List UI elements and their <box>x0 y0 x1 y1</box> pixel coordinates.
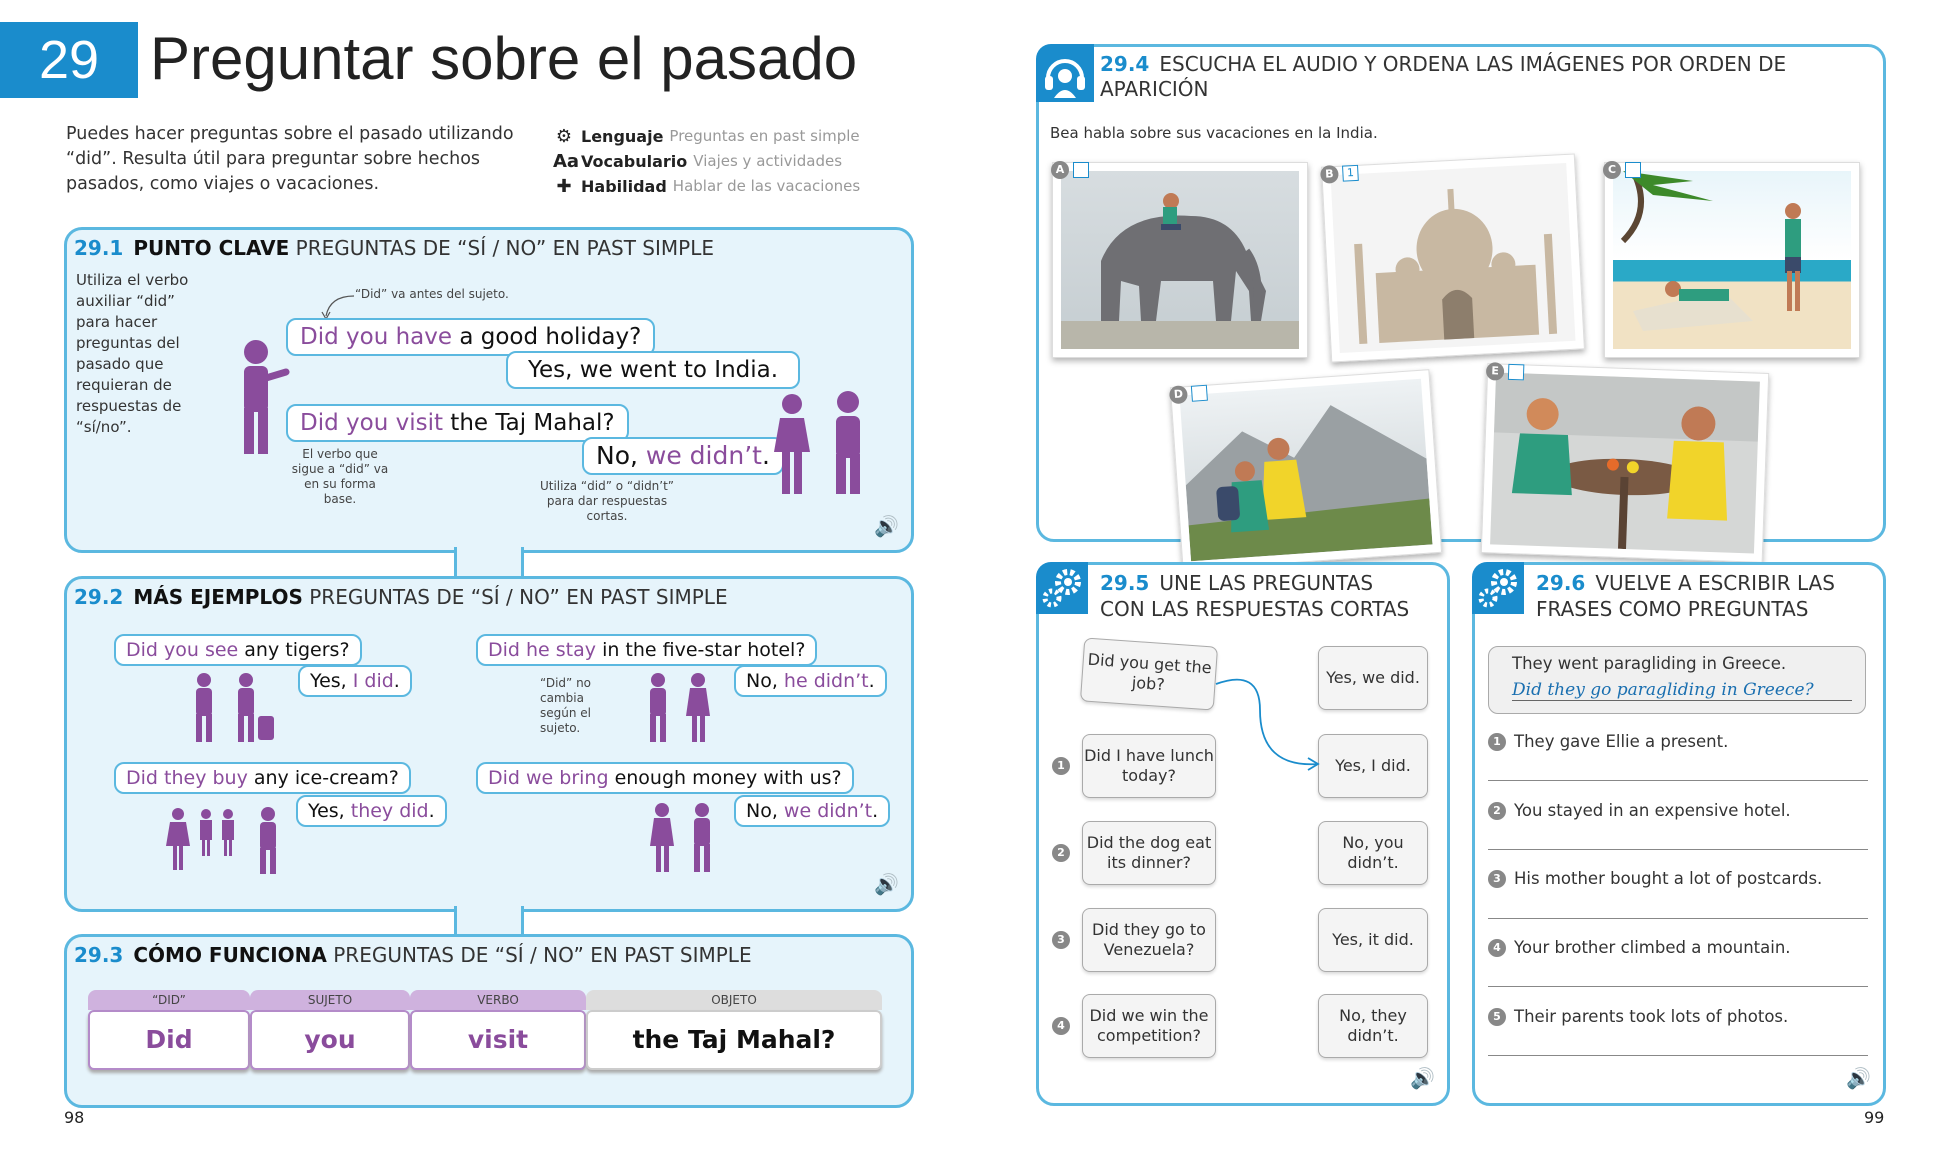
meta-label: Lenguaje <box>581 127 664 146</box>
photo-e-restaurant <box>1481 363 1769 563</box>
speech-bubble-hotel-answer: No, he didn’t. <box>734 665 887 697</box>
question-card-example[interactable]: Did you get the job? <box>1080 637 1218 710</box>
option-label-b: B 1 <box>1320 164 1359 184</box>
answer-box[interactable] <box>1508 364 1525 381</box>
item-number: 3 <box>1052 931 1070 949</box>
aa-icon: Aa <box>553 151 580 172</box>
speech-bubble-answer-2: No, we didn’t. <box>582 437 784 475</box>
family-icon <box>166 806 288 874</box>
travellers-icon <box>186 672 306 744</box>
couple-icon <box>642 672 722 744</box>
intro-text: Puedes hacer preguntas sobre el pasado utilizando “did”. Resulta útil para preguntar sobre hechos pasados, como viajes o vacaciones. <box>66 124 514 194</box>
speech-bubble-tigers-answer: Yes, I did. <box>298 665 412 697</box>
mountains-illustration <box>1180 379 1433 561</box>
audio-speaker-icon[interactable]: 🔊 <box>874 514 899 538</box>
elephant-illustration <box>1061 171 1299 349</box>
gear-icon <box>1472 562 1524 614</box>
example-answer: Did they go paragliding in Greece? <box>1512 680 1852 701</box>
explanation-note: Utiliza el verbo auxiliar “did” para hacer preguntas del pasado que requieran de respuestas de “sí/no”. <box>76 271 189 436</box>
exercise-item-2: 2 You stayed in an expensive hotel. <box>1488 801 1791 820</box>
item-number: 1 <box>1052 757 1070 775</box>
meta-value: Preguntas en past simple <box>669 127 860 145</box>
answer-line-4[interactable] <box>1488 986 1868 987</box>
answer-card-5[interactable]: No, they didn’t. <box>1318 994 1428 1058</box>
question-card-2[interactable]: Did the dog eat its dinner? <box>1082 821 1216 885</box>
question-card-4[interactable]: Did we win the competition? <box>1082 994 1216 1058</box>
chapter-number: 29 <box>0 22 138 98</box>
speech-bubble-icecream-answer: Yes, they did. <box>296 795 447 827</box>
answer-card-1[interactable]: Yes, we did. <box>1318 646 1428 710</box>
answer-box[interactable] <box>1073 162 1089 178</box>
exercise-item-1: 1 They gave Ellie a present. <box>1488 732 1728 751</box>
annotation-did-unchanged: “Did” no cambia según el sujeto. <box>540 676 592 735</box>
people-pair-icon <box>764 390 874 496</box>
answer-box[interactable] <box>1191 385 1208 402</box>
annotation-short-answers: Utiliza “did” o “didn’t” para dar respuestas cortas. <box>539 479 675 523</box>
speech-bubble-money-answer: No, we didn’t. <box>734 795 890 827</box>
chapter-title: Preguntar sobre el pasado <box>150 25 858 92</box>
speech-bubble-tigers: Did you see any tigers? <box>114 634 362 666</box>
option-label-d: D <box>1169 384 1208 405</box>
section-connector <box>454 547 524 577</box>
meta-language <box>553 124 860 149</box>
answer-card-2[interactable]: Yes, I did. <box>1318 734 1428 798</box>
beach-illustration <box>1613 171 1851 349</box>
person-icon <box>234 338 294 456</box>
meta-vocabulary <box>553 149 860 174</box>
restaurant-illustration <box>1490 372 1760 553</box>
section-connector <box>454 906 524 936</box>
option-label-a: A <box>1051 161 1089 179</box>
item-number: 2 <box>1052 844 1070 862</box>
headphones-icon <box>1036 44 1094 102</box>
option-label-e: E <box>1486 362 1525 381</box>
exercise-item-3: 3 His mother bought a lot of postcards. <box>1488 869 1822 888</box>
block-subject: SUJETO you <box>250 990 410 1072</box>
photo-c-beach <box>1604 162 1860 358</box>
audio-speaker-icon[interactable]: 🔊 <box>874 872 899 896</box>
page-number-left: 98 <box>64 1108 85 1127</box>
exercise-item-4: 4 Your brother climbed a mountain. <box>1488 938 1791 957</box>
answer-line-2[interactable] <box>1488 849 1868 850</box>
meta-value: Hablar de las vacaciones <box>672 177 861 195</box>
section-29-4-subtitle: Bea habla sobre sus vacaciones en la India. <box>1050 124 1378 142</box>
taj-mahal-illustration <box>1331 163 1576 353</box>
answer-box[interactable]: 1 <box>1342 165 1359 182</box>
speech-bubble-question-1: Did you have a good holiday? <box>286 318 655 356</box>
meta-label: Vocabulario <box>581 152 688 171</box>
section-29-3-header: 29.3 CÓMO FUNCIONA PREGUNTAS DE “SÍ / NO” EN PAST SIMPLE <box>74 943 752 967</box>
puzzle-icon: ✚ <box>556 176 572 197</box>
meta-box <box>553 124 860 199</box>
speech-bubble-money: Did we bring enough money with us? <box>476 762 854 794</box>
photo-b-taj-mahal <box>1321 153 1585 362</box>
meta-label: Habilidad <box>581 177 667 196</box>
answer-line-5[interactable] <box>1488 1055 1868 1056</box>
option-label-c: C <box>1603 161 1641 179</box>
match-line <box>1214 676 1322 772</box>
exercise-item-5: 5 Their parents took lots of photos. <box>1488 1007 1788 1026</box>
answer-line-3[interactable] <box>1488 918 1868 919</box>
gear-icon <box>1036 562 1088 614</box>
question-card-3[interactable]: Did they go to Venezuela? <box>1082 908 1216 972</box>
photo-d-mountains <box>1170 369 1442 571</box>
annotation-did-before-subject: “Did” va antes del sujeto. <box>355 287 509 301</box>
speech-bubble-icecream: Did they buy any ice-cream? <box>114 762 411 794</box>
block-object: OBJETO the Taj Mahal? <box>586 990 882 1072</box>
example-sentence: They went paragliding in Greece. <box>1512 654 1787 673</box>
meta-value: Viajes y actividades <box>693 152 843 170</box>
annotation-base-form: El verbo que sigue a “did” va en su forma base. <box>291 447 389 506</box>
block-did: “DID” Did <box>88 990 250 1072</box>
audio-speaker-icon[interactable]: 🔊 <box>1846 1066 1871 1090</box>
speech-bubble-question-2: Did you visit the Taj Mahal? <box>286 404 629 442</box>
gear-icon: ⚙ <box>555 126 573 147</box>
audio-speaker-icon[interactable]: 🔊 <box>1410 1066 1435 1090</box>
block-verb: VERBO visit <box>410 990 586 1072</box>
photo-a-elephant <box>1052 162 1308 358</box>
answer-card-4[interactable]: Yes, it did. <box>1318 908 1428 972</box>
section-29-6-header: 29.6 VUELVE A ESCRIBIR LAS FRASES COMO PREGUNTAS <box>1536 571 1835 621</box>
answer-card-3[interactable]: No, you didn’t. <box>1318 821 1428 885</box>
section-29-5-header: 29.5 UNE LAS PREGUNTAS CON LAS RESPUESTAS CORTAS <box>1100 571 1410 621</box>
speech-bubble-answer-1: Yes, we went to India. <box>506 351 800 389</box>
answer-box[interactable] <box>1625 162 1641 178</box>
answer-line-1[interactable] <box>1488 780 1868 781</box>
section-29-4-header: 29.4 ESCUCHA EL AUDIO Y ORDENA LAS IMÁGENES POR ORDEN DE APARICIÓN <box>1100 52 1787 101</box>
item-number: 4 <box>1052 1017 1070 1035</box>
couple-icon <box>646 802 726 874</box>
section-29-2-header: 29.2 MÁS EJEMPLOS PREGUNTAS DE “SÍ / NO” EN PAST SIMPLE <box>74 585 728 609</box>
section-29-1-header: 29.1 PUNTO CLAVE PREGUNTAS DE “SÍ / NO” EN PAST SIMPLE <box>74 236 714 260</box>
question-card-1[interactable]: Did I have lunch today? <box>1082 734 1216 798</box>
speech-bubble-hotel: Did he stay in the five-star hotel? <box>476 634 817 666</box>
page-number-right: 99 <box>1864 1108 1885 1127</box>
meta-skill <box>553 174 860 199</box>
